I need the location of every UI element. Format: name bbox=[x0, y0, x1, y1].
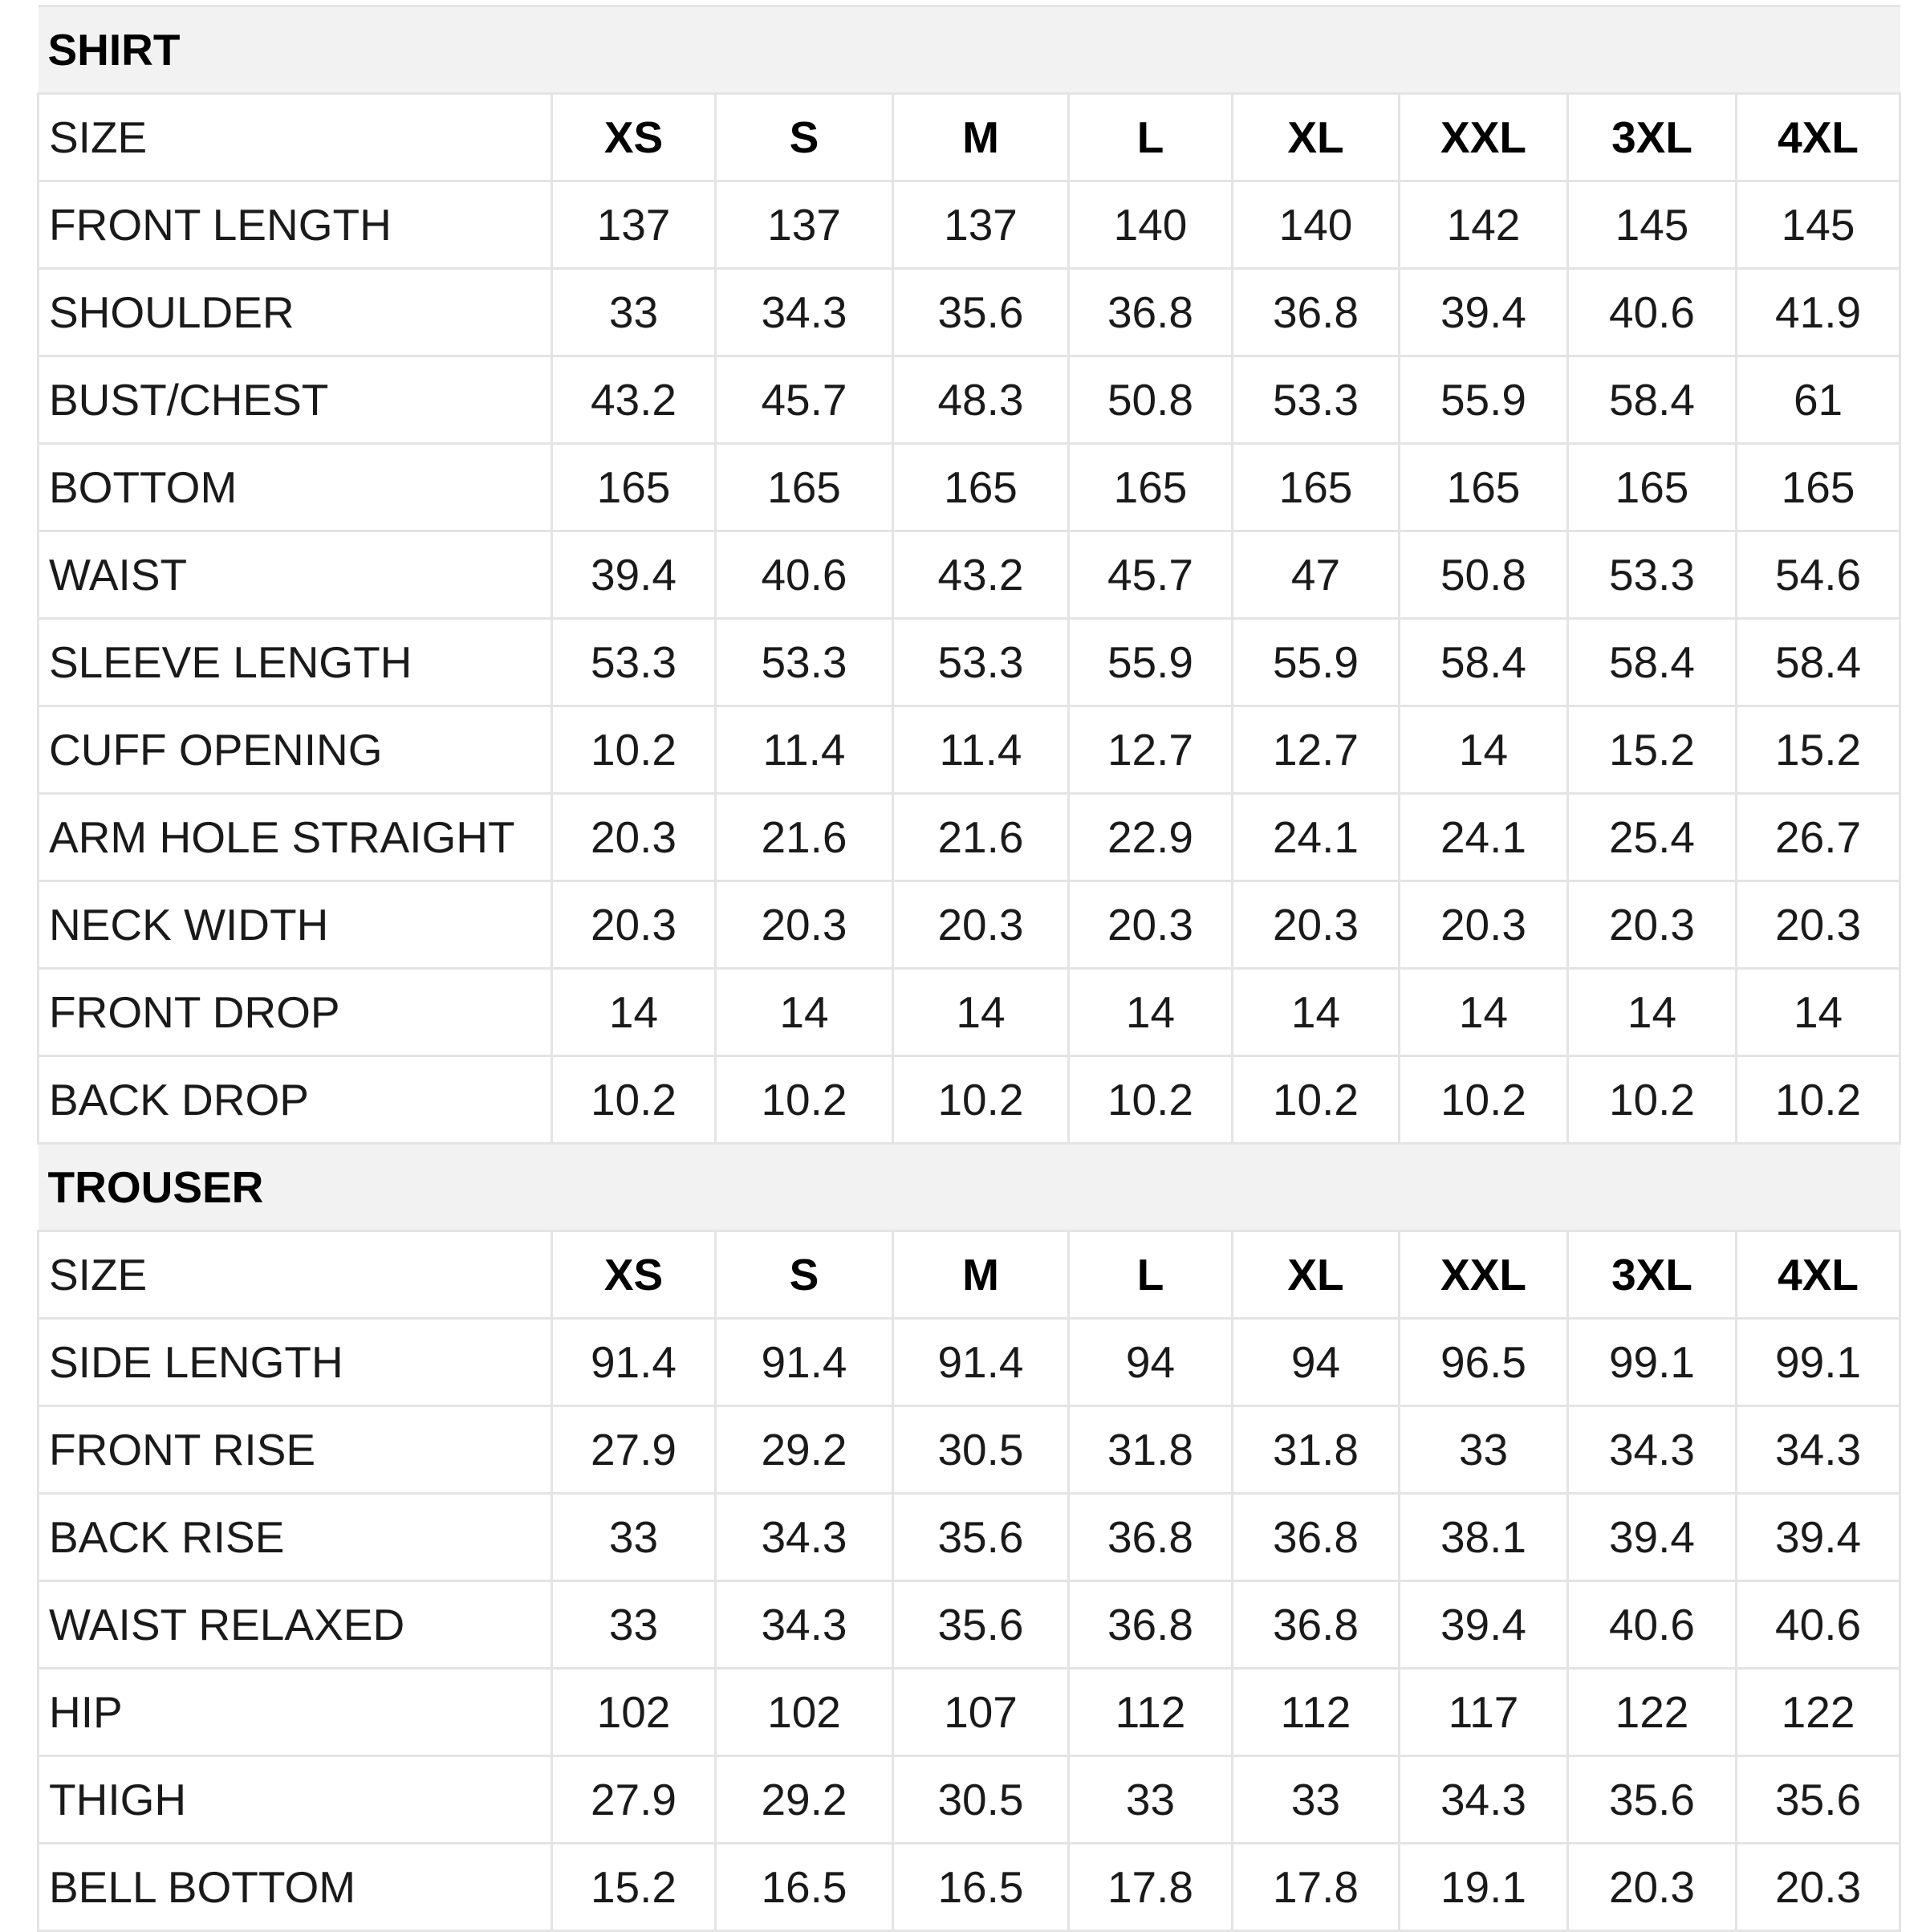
measurement-value: 31.8 bbox=[1233, 1406, 1400, 1494]
measurement-value: 99.1 bbox=[1568, 1319, 1737, 1406]
measurement-value: 39.4 bbox=[1568, 1494, 1737, 1581]
table-row bbox=[39, 1494, 1900, 1581]
measurement-label: SLEEVE LENGTH bbox=[39, 619, 552, 706]
size-header-cell: L bbox=[1069, 94, 1233, 181]
section-header-trouser bbox=[39, 1144, 1900, 1231]
measurement-value: 14 bbox=[1233, 969, 1400, 1056]
measurement-label: BUST/CHEST bbox=[39, 356, 552, 444]
measurement-value: 16.5 bbox=[893, 1844, 1069, 1931]
measurement-value: 165 bbox=[716, 444, 893, 531]
measurement-value: 14 bbox=[1737, 969, 1900, 1056]
measurement-value: 15.2 bbox=[552, 1844, 716, 1931]
measurement-value: 91.4 bbox=[893, 1319, 1069, 1406]
measurement-value: 17.8 bbox=[1233, 1844, 1400, 1931]
measurement-value: 24.1 bbox=[1400, 794, 1568, 881]
measurement-value: 165 bbox=[1737, 444, 1900, 531]
measurement-value: 53.3 bbox=[893, 619, 1069, 706]
measurement-value: 36.8 bbox=[1233, 1581, 1400, 1669]
measurement-value: 165 bbox=[893, 444, 1069, 531]
measurement-value: 20.3 bbox=[1568, 1844, 1737, 1931]
measurement-value: 20.3 bbox=[893, 881, 1069, 969]
measurement-label: FRONT LENGTH bbox=[39, 181, 552, 269]
measurement-value: 24.1 bbox=[1233, 794, 1400, 881]
measurement-value: 39.4 bbox=[1737, 1494, 1900, 1581]
measurement-value: 10.2 bbox=[1069, 1056, 1233, 1144]
measurement-value: 36.8 bbox=[1069, 1581, 1233, 1669]
measurement-value: 10.2 bbox=[552, 1056, 716, 1144]
measurement-value: 20.3 bbox=[1400, 881, 1568, 969]
measurement-label: THIGH bbox=[39, 1756, 552, 1844]
measurement-value: 20.3 bbox=[1069, 881, 1233, 969]
measurement-value: 117 bbox=[1400, 1669, 1568, 1756]
measurement-value: 137 bbox=[552, 181, 716, 269]
measurement-value: 91.4 bbox=[716, 1319, 893, 1406]
size-label: SIZE bbox=[39, 1231, 552, 1319]
measurement-label: ARM HOLE STRAIGHT bbox=[39, 794, 552, 881]
table-row bbox=[39, 1756, 1900, 1844]
measurement-value: 122 bbox=[1568, 1669, 1737, 1756]
size-header-cell: XL bbox=[1233, 94, 1400, 181]
measurement-value: 35.6 bbox=[893, 1581, 1069, 1669]
measurement-value: 107 bbox=[893, 1669, 1069, 1756]
measurement-value: 39.4 bbox=[552, 531, 716, 619]
table-row bbox=[39, 356, 1900, 444]
measurement-value: 34.3 bbox=[716, 269, 893, 356]
size-header-cell: M bbox=[893, 1231, 1069, 1319]
measurement-value: 29.2 bbox=[716, 1756, 893, 1844]
section-title: TROUSER bbox=[39, 1144, 1900, 1231]
measurement-value: 14 bbox=[1568, 969, 1737, 1056]
measurement-value: 20.3 bbox=[1737, 1844, 1900, 1931]
measurement-value: 43.2 bbox=[893, 531, 1069, 619]
measurement-value: 36.8 bbox=[1233, 269, 1400, 356]
measurement-value: 55.9 bbox=[1233, 619, 1400, 706]
size-header-cell: 4XL bbox=[1737, 94, 1900, 181]
measurement-value: 34.3 bbox=[1568, 1406, 1737, 1494]
measurement-value: 137 bbox=[716, 181, 893, 269]
measurement-value: 36.8 bbox=[1069, 1494, 1233, 1581]
size-header-cell: S bbox=[716, 94, 893, 181]
measurement-value: 30.5 bbox=[893, 1756, 1069, 1844]
measurement-label: BACK DROP bbox=[39, 1056, 552, 1144]
measurement-value: 94 bbox=[1069, 1319, 1233, 1406]
measurement-value: 122 bbox=[1737, 1669, 1900, 1756]
measurement-value: 14 bbox=[552, 969, 716, 1056]
measurement-value: 50.8 bbox=[1069, 356, 1233, 444]
table-row bbox=[39, 1581, 1900, 1669]
table-row bbox=[39, 1056, 1900, 1144]
measurement-value: 58.4 bbox=[1568, 356, 1737, 444]
measurement-value: 40.6 bbox=[1737, 1581, 1900, 1669]
measurement-value: 137 bbox=[893, 181, 1069, 269]
measurement-value: 14 bbox=[716, 969, 893, 1056]
measurement-value: 112 bbox=[1233, 1669, 1400, 1756]
measurement-value: 14 bbox=[893, 969, 1069, 1056]
measurement-value: 142 bbox=[1400, 181, 1568, 269]
table-row bbox=[39, 1319, 1900, 1406]
table-row bbox=[39, 181, 1900, 269]
measurement-value: 43.2 bbox=[552, 356, 716, 444]
size-header-row bbox=[39, 1231, 1900, 1319]
measurement-value: 41.9 bbox=[1737, 269, 1900, 356]
measurement-value: 21.6 bbox=[893, 794, 1069, 881]
measurement-value: 10.2 bbox=[1400, 1056, 1568, 1144]
size-header-cell: XS bbox=[552, 1231, 716, 1319]
measurement-value: 10.2 bbox=[1737, 1056, 1900, 1144]
measurement-value: 53.3 bbox=[1233, 356, 1400, 444]
size-label: SIZE bbox=[39, 94, 552, 181]
measurement-value: 140 bbox=[1233, 181, 1400, 269]
measurement-value: 112 bbox=[1069, 1669, 1233, 1756]
measurement-value: 17.8 bbox=[1069, 1844, 1233, 1931]
measurement-value: 39.4 bbox=[1400, 269, 1568, 356]
measurement-value: 34.3 bbox=[1737, 1406, 1900, 1494]
size-header-cell: S bbox=[716, 1231, 893, 1319]
measurement-value: 102 bbox=[716, 1669, 893, 1756]
table-row bbox=[39, 706, 1900, 794]
measurement-value: 34.3 bbox=[716, 1494, 893, 1581]
measurement-value: 14 bbox=[1069, 969, 1233, 1056]
measurement-value: 10.2 bbox=[716, 1056, 893, 1144]
measurement-value: 96.5 bbox=[1400, 1319, 1568, 1406]
trouser-section bbox=[39, 1144, 1900, 1931]
shirt-section bbox=[39, 6, 1900, 1144]
measurement-value: 45.7 bbox=[1069, 531, 1233, 619]
measurement-value: 54.6 bbox=[1737, 531, 1900, 619]
measurement-value: 15.2 bbox=[1568, 706, 1737, 794]
measurement-value: 145 bbox=[1737, 181, 1900, 269]
measurement-value: 33 bbox=[1233, 1756, 1400, 1844]
measurement-value: 10.2 bbox=[1568, 1056, 1737, 1144]
measurement-value: 10.2 bbox=[893, 1056, 1069, 1144]
measurement-value: 165 bbox=[1233, 444, 1400, 531]
measurement-label: BOTTOM bbox=[39, 444, 552, 531]
measurement-value: 165 bbox=[552, 444, 716, 531]
size-header-cell: 4XL bbox=[1737, 1231, 1900, 1319]
table-row bbox=[39, 531, 1900, 619]
measurement-value: 34.3 bbox=[1400, 1756, 1568, 1844]
measurement-value: 19.1 bbox=[1400, 1844, 1568, 1931]
measurement-label: NECK WIDTH bbox=[39, 881, 552, 969]
measurement-value: 11.4 bbox=[893, 706, 1069, 794]
table-row bbox=[39, 881, 1900, 969]
measurement-label: SHOULDER bbox=[39, 269, 552, 356]
size-header-cell: XL bbox=[1233, 1231, 1400, 1319]
measurement-value: 20.3 bbox=[552, 794, 716, 881]
measurement-value: 20.3 bbox=[1568, 881, 1737, 969]
measurement-value: 61 bbox=[1737, 356, 1900, 444]
measurement-value: 14 bbox=[1400, 969, 1568, 1056]
measurement-value: 35.6 bbox=[1568, 1756, 1737, 1844]
size-chart-table bbox=[37, 5, 1901, 1932]
measurement-value: 35.6 bbox=[1737, 1756, 1900, 1844]
measurement-label: FRONT DROP bbox=[39, 969, 552, 1056]
size-header-cell: XS bbox=[552, 94, 716, 181]
measurement-value: 15.2 bbox=[1737, 706, 1900, 794]
measurement-value: 55.9 bbox=[1069, 619, 1233, 706]
measurement-value: 27.9 bbox=[552, 1406, 716, 1494]
measurement-label: BELL BOTTOM bbox=[39, 1844, 552, 1931]
measurement-value: 102 bbox=[552, 1669, 716, 1756]
measurement-value: 53.3 bbox=[552, 619, 716, 706]
size-header-cell: M bbox=[893, 94, 1069, 181]
table-row bbox=[39, 1669, 1900, 1756]
size-header-cell: L bbox=[1069, 1231, 1233, 1319]
measurement-value: 58.4 bbox=[1400, 619, 1568, 706]
measurement-label: WAIST bbox=[39, 531, 552, 619]
measurement-value: 21.6 bbox=[716, 794, 893, 881]
measurement-value: 39.4 bbox=[1400, 1581, 1568, 1669]
section-title: SHIRT bbox=[39, 6, 1900, 94]
table-row bbox=[39, 1406, 1900, 1494]
table-row bbox=[39, 794, 1900, 881]
measurement-value: 165 bbox=[1069, 444, 1233, 531]
measurement-value: 10.2 bbox=[552, 706, 716, 794]
measurement-label: FRONT RISE bbox=[39, 1406, 552, 1494]
measurement-value: 20.3 bbox=[1233, 881, 1400, 969]
measurement-value: 20.3 bbox=[1737, 881, 1900, 969]
table-row bbox=[39, 269, 1900, 356]
measurement-value: 27.9 bbox=[552, 1756, 716, 1844]
measurement-value: 91.4 bbox=[552, 1319, 716, 1406]
size-header-cell: XXL bbox=[1400, 94, 1568, 181]
measurement-value: 40.6 bbox=[1568, 269, 1737, 356]
measurement-value: 12.7 bbox=[1233, 706, 1400, 794]
measurement-value: 55.9 bbox=[1400, 356, 1568, 444]
table-row bbox=[39, 969, 1900, 1056]
measurement-value: 30.5 bbox=[893, 1406, 1069, 1494]
table-row bbox=[39, 444, 1900, 531]
size-header-cell: XXL bbox=[1400, 1231, 1568, 1319]
measurement-value: 94 bbox=[1233, 1319, 1400, 1406]
measurement-value: 25.4 bbox=[1568, 794, 1737, 881]
measurement-label: BACK RISE bbox=[39, 1494, 552, 1581]
measurement-value: 11.4 bbox=[716, 706, 893, 794]
measurement-label: CUFF OPENING bbox=[39, 706, 552, 794]
measurement-value: 33 bbox=[1069, 1756, 1233, 1844]
measurement-value: 36.8 bbox=[1233, 1494, 1400, 1581]
measurement-value: 47 bbox=[1233, 531, 1400, 619]
measurement-value: 35.6 bbox=[893, 1494, 1069, 1581]
measurement-value: 58.4 bbox=[1568, 619, 1737, 706]
measurement-value: 12.7 bbox=[1069, 706, 1233, 794]
measurement-value: 26.7 bbox=[1737, 794, 1900, 881]
measurement-value: 22.9 bbox=[1069, 794, 1233, 881]
measurement-value: 31.8 bbox=[1069, 1406, 1233, 1494]
table-row bbox=[39, 619, 1900, 706]
measurement-value: 99.1 bbox=[1737, 1319, 1900, 1406]
measurement-value: 165 bbox=[1400, 444, 1568, 531]
measurement-value: 33 bbox=[552, 1581, 716, 1669]
measurement-value: 33 bbox=[1400, 1406, 1568, 1494]
size-header-row bbox=[39, 94, 1900, 181]
measurement-value: 145 bbox=[1568, 181, 1737, 269]
measurement-value: 38.1 bbox=[1400, 1494, 1568, 1581]
measurement-value: 33 bbox=[552, 1494, 716, 1581]
measurement-value: 29.2 bbox=[716, 1406, 893, 1494]
measurement-label: HIP bbox=[39, 1669, 552, 1756]
table-row bbox=[39, 1844, 1900, 1931]
measurement-value: 40.6 bbox=[1568, 1581, 1737, 1669]
measurement-value: 53.3 bbox=[716, 619, 893, 706]
measurement-value: 53.3 bbox=[1568, 531, 1737, 619]
measurement-value: 34.3 bbox=[716, 1581, 893, 1669]
measurement-value: 58.4 bbox=[1737, 619, 1900, 706]
measurement-value: 10.2 bbox=[1233, 1056, 1400, 1144]
measurement-value: 35.6 bbox=[893, 269, 1069, 356]
measurement-value: 33 bbox=[552, 269, 716, 356]
measurement-value: 45.7 bbox=[716, 356, 893, 444]
measurement-value: 50.8 bbox=[1400, 531, 1568, 619]
measurement-value: 36.8 bbox=[1069, 269, 1233, 356]
measurement-value: 165 bbox=[1568, 444, 1737, 531]
measurement-value: 40.6 bbox=[716, 531, 893, 619]
measurement-value: 48.3 bbox=[893, 356, 1069, 444]
size-header-cell: 3XL bbox=[1568, 94, 1737, 181]
size-header-cell: 3XL bbox=[1568, 1231, 1737, 1319]
measurement-value: 14 bbox=[1400, 706, 1568, 794]
measurement-value: 140 bbox=[1069, 181, 1233, 269]
measurement-label: WAIST RELAXED bbox=[39, 1581, 552, 1669]
section-header-shirt bbox=[39, 6, 1900, 94]
measurement-label: SIDE LENGTH bbox=[39, 1319, 552, 1406]
measurement-value: 16.5 bbox=[716, 1844, 893, 1931]
measurement-value: 20.3 bbox=[552, 881, 716, 969]
measurement-value: 20.3 bbox=[716, 881, 893, 969]
